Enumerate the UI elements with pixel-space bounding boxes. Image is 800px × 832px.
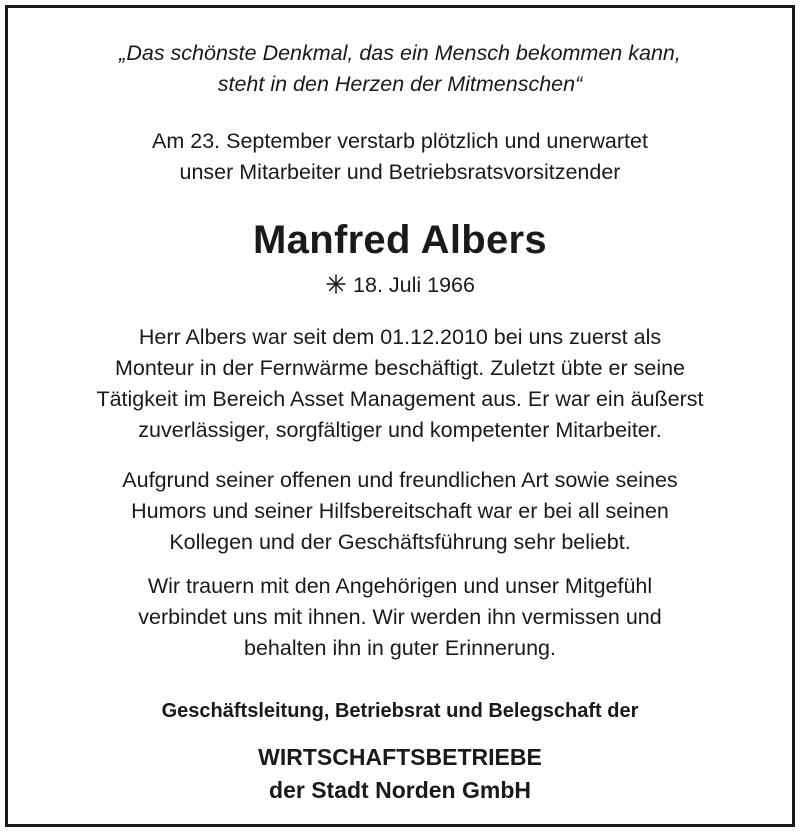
paragraph-line: Monteur in der Fernwärme beschäftigt. Zuletzt übte er seine [114, 356, 686, 380]
company-line-1: WIRTSCHAFTSBETRIEBE [258, 744, 542, 770]
paragraph-condolence [8, 571, 792, 664]
signature-line: Geschäftsleitung, Betriebsrat und Belegschaft der [161, 700, 639, 722]
birth-line [8, 270, 792, 301]
motto-quote [8, 38, 792, 100]
company-name [8, 741, 792, 807]
motto-line-2: steht in den Herzen der Mitmenschen“ [217, 72, 583, 96]
paragraph-character [8, 465, 792, 558]
birth-star-icon [325, 273, 347, 295]
paragraph-line: Humors und seiner Hilfsbereitschaft war er bei all seinen [131, 499, 669, 523]
announcement-line-2: unser Mitarbeiter und Betriebsratsvorsitzender [179, 160, 621, 184]
paragraph-line: Aufgrund seiner offenen und freundlichen Art sowie seines [122, 468, 678, 492]
paragraph-line: Kollegen und der Geschäftsführung sehr beliebt. [169, 530, 631, 554]
announcement-text [8, 126, 792, 188]
notice-border [5, 5, 795, 827]
paragraph-line: Herr Albers war seit dem 01.12.2010 bei uns zuerst als [138, 325, 662, 349]
announcement-line-1: Am 23. September verstarb plötzlich und unerwartet [152, 129, 648, 153]
paragraph-line: zuverlässiger, sorgfältiger und kompetenter Mitarbeiter. [138, 418, 662, 442]
paragraph-line: Wir trauern mit den Angehörigen und unser Mitgefühl [147, 574, 653, 598]
paragraph-line: Tätigkeit im Bereich Asset Management aus. Er war ein äußerst [96, 387, 704, 411]
obituary-notice [8, 8, 792, 824]
paragraph-career [8, 322, 792, 446]
deceased-name: Manfred Albers [253, 218, 547, 262]
motto-line-1: „Das schönste Denkmal, das ein Mensch bekommen kann, [119, 41, 681, 65]
birth-date: 18. Juli 1966 [353, 273, 475, 297]
paragraph-line: behalten ihn in guter Erinnerung. [244, 636, 556, 660]
paragraph-line: verbindet uns mit ihnen. Wir werden ihn vermissen und [138, 605, 662, 629]
company-line-2: der Stadt Norden GmbH [269, 777, 531, 803]
